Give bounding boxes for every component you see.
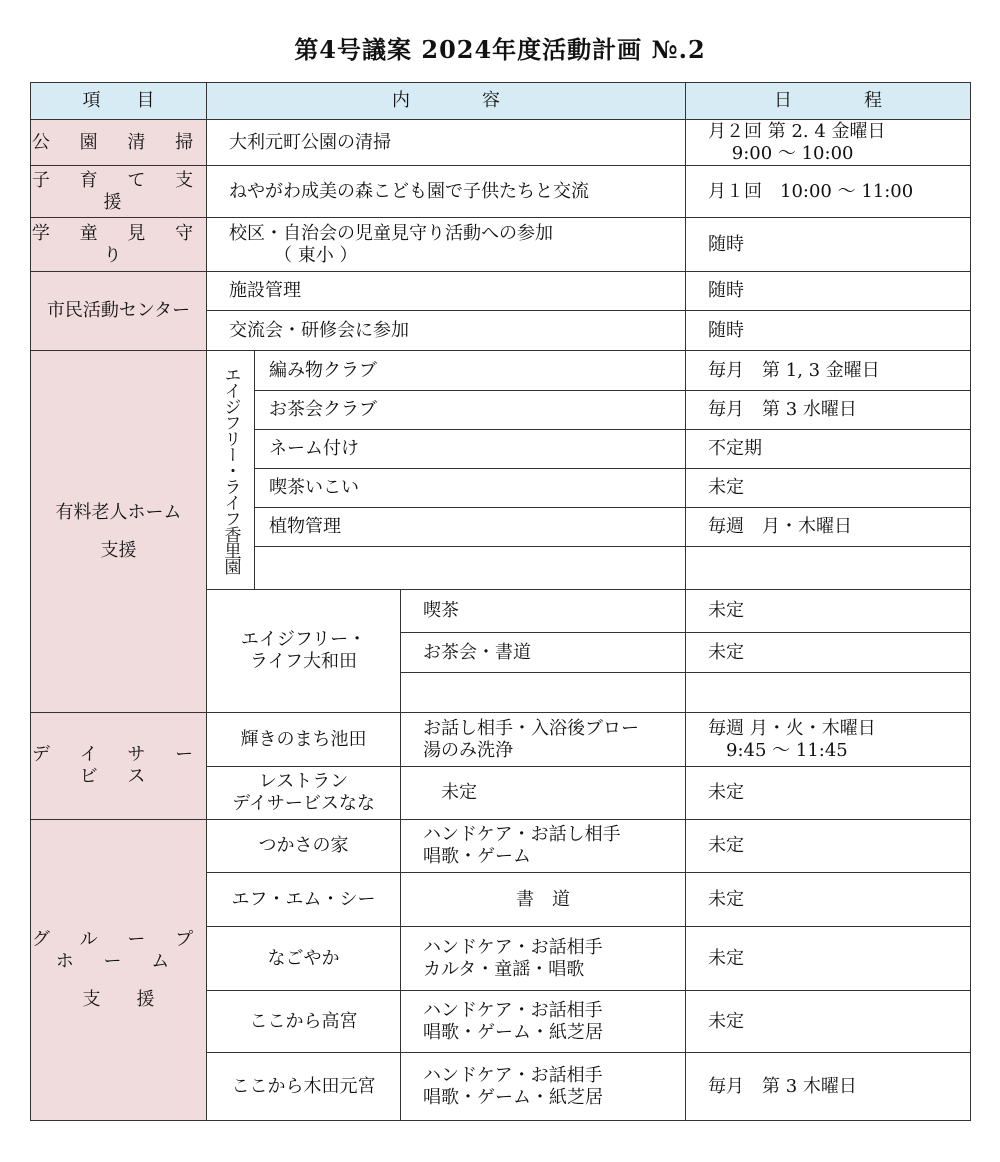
schedule-cell: 未定 xyxy=(686,927,971,991)
category-park-cleaning: 公 園 清 掃 xyxy=(31,120,207,166)
content-cell: 施設管理 xyxy=(207,272,686,311)
schedule-cell: 月１回 10:00 ～ 11:00 xyxy=(686,166,971,218)
header-row xyxy=(31,83,971,120)
schedule-cell: 毎月 第 1, 3 金曜日 xyxy=(686,351,971,391)
content-cell: 校区・自治会の児童見守り活動への参加 （ 東小 ） xyxy=(207,218,686,272)
schedule-cell xyxy=(686,547,971,590)
place-cell: エフ・エム・シー xyxy=(207,873,401,927)
table-row xyxy=(31,272,971,311)
header-content: 内 容 xyxy=(207,83,686,120)
schedule-cell: 毎週 月・火・木曜日 9:45 ～ 11:45 xyxy=(686,713,971,767)
schedule-cell: 毎月 第 3 木曜日 xyxy=(686,1053,971,1121)
table-row xyxy=(31,120,971,166)
content-cell: 喫茶 xyxy=(401,590,686,633)
content-cell: 書 道 xyxy=(401,873,686,927)
header-item: 項 目 xyxy=(31,83,207,120)
content-cell: お茶会クラブ xyxy=(255,391,686,430)
category-school-watch: 学 童 見 守 り xyxy=(31,218,207,272)
category-line: 支援 xyxy=(100,539,137,561)
facility-name-yamato: エイジフリー・ ライフ大和田 xyxy=(207,590,401,713)
schedule-cell: 未定 xyxy=(686,767,971,820)
content-cell: 未定 xyxy=(401,767,686,820)
table-row xyxy=(31,713,971,767)
category-group-home-support xyxy=(31,820,207,1121)
place-cell: 輝きのまち池田 xyxy=(207,713,401,767)
category-day-service: デ イ サ ー ビ ス xyxy=(31,713,207,820)
schedule-cell: 未定 xyxy=(686,873,971,927)
content-cell: お茶会・書道 xyxy=(401,633,686,673)
place-cell: レストラン デイサービスなな xyxy=(207,767,401,820)
schedule-cell: 随時 xyxy=(686,311,971,351)
schedule-cell: 未定 xyxy=(686,590,971,633)
schedule-cell: 不定期 xyxy=(686,430,971,469)
category-line: 支 援 xyxy=(82,989,155,1010)
schedule-cell: 未定 xyxy=(686,991,971,1053)
content-cell: ネーム付け xyxy=(255,430,686,469)
content-cell: ハンドケア・お話相手 唱歌・ゲーム・紙芝居 xyxy=(401,1053,686,1121)
table-row xyxy=(31,166,971,218)
content-cell: ハンドケア・お話相手 カルタ・童謡・唱歌 xyxy=(401,927,686,991)
table-row xyxy=(31,820,971,873)
category-line: グ ル ー プ ホ ー ム xyxy=(31,929,206,972)
category-line: 有料老人ホーム xyxy=(55,501,182,523)
place-cell: なごやか xyxy=(207,927,401,991)
activity-plan-table xyxy=(30,82,971,1121)
header-schedule: 日 程 xyxy=(686,83,971,120)
content-cell: ハンドケア・お話し相手 唱歌・ゲーム xyxy=(401,820,686,873)
schedule-cell: 随時 xyxy=(686,272,971,311)
place-cell: ここから木田元宮 xyxy=(207,1053,401,1121)
facility-name-kori: エイジフリー・ライフ香里園 xyxy=(207,351,255,590)
place-cell: ここから高宮 xyxy=(207,991,401,1053)
content-cell: 交流会・研修会に参加 xyxy=(207,311,686,351)
schedule-cell: 月２回 第 2. 4 金曜日 9:00 ～ 10:00 xyxy=(686,120,971,166)
category-citizen-center: 市民活動センター xyxy=(31,272,207,351)
content-cell: 喫茶いこい xyxy=(255,469,686,508)
document-title: 第4号議案 2024年度活動計画 №.2 xyxy=(294,35,706,64)
schedule-cell: 毎週 月・木曜日 xyxy=(686,508,971,547)
schedule-cell: 未定 xyxy=(686,469,971,508)
content-cell xyxy=(401,673,686,713)
schedule-cell xyxy=(686,673,971,713)
content-cell: お話し相手・入浴後ブロー 湯のみ洗浄 xyxy=(401,713,686,767)
category-childcare-support: 子 育 て 支 援 xyxy=(31,166,207,218)
content-cell: 編み物クラブ xyxy=(255,351,686,391)
table-row xyxy=(31,218,971,272)
schedule-cell: 未定 xyxy=(686,633,971,673)
schedule-cell: 未定 xyxy=(686,820,971,873)
category-nursing-home-support xyxy=(31,351,207,713)
content-cell: 大利元町公園の清掃 xyxy=(207,120,686,166)
content-cell: ねやがわ成美の森こども園で子供たちと交流 xyxy=(207,166,686,218)
content-cell: 植物管理 xyxy=(255,508,686,547)
place-cell: つかさの家 xyxy=(207,820,401,873)
schedule-cell: 毎月 第 3 水曜日 xyxy=(686,391,971,430)
schedule-cell: 随時 xyxy=(686,218,971,272)
content-cell: ハンドケア・お話相手 唱歌・ゲーム・紙芝居 xyxy=(401,991,686,1053)
table-row xyxy=(31,351,971,391)
content-cell xyxy=(255,547,686,590)
